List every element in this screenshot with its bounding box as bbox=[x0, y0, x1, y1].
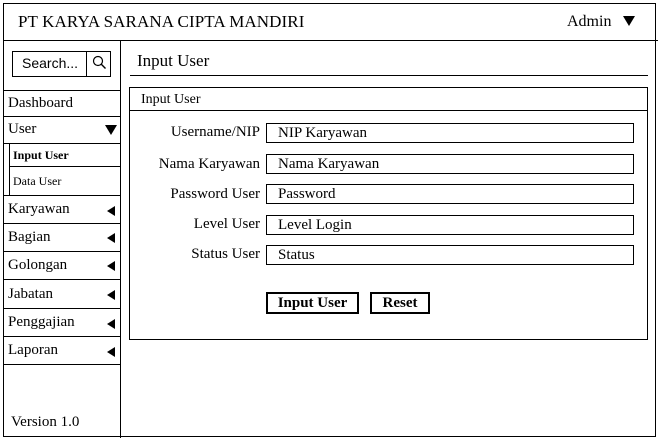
app-title: PT KARYA SARANA CIPTA MANDIRI bbox=[18, 12, 305, 31]
user-expand-icon[interactable] bbox=[105, 125, 117, 135]
menu-divider bbox=[3, 279, 120, 280]
sidebar-item-karyawan[interactable]: Karyawan bbox=[8, 201, 70, 217]
input-user-button[interactable]: Input User bbox=[266, 292, 359, 314]
password-field[interactable]: Password bbox=[266, 184, 634, 204]
sidebar-item-golongan[interactable]: Golongan bbox=[8, 257, 68, 273]
user-menu-label[interactable]: Admin bbox=[567, 13, 612, 30]
sidebar-subitem-data-user[interactable]: Data User bbox=[13, 174, 62, 188]
menu-divider bbox=[3, 90, 120, 91]
status-user-field[interactable]: Status bbox=[266, 245, 634, 265]
header-divider bbox=[3, 40, 658, 41]
page-title: Input User bbox=[137, 51, 210, 70]
chevron-left-icon[interactable] bbox=[107, 347, 115, 357]
status-user-label: Status User bbox=[191, 246, 260, 262]
menu-divider bbox=[3, 251, 120, 252]
search-divider bbox=[86, 51, 87, 77]
menu-divider bbox=[3, 195, 120, 196]
menu-divider bbox=[3, 143, 120, 144]
panel-title: Input User bbox=[141, 92, 201, 107]
menu-divider bbox=[3, 223, 120, 224]
menu-divider bbox=[3, 308, 120, 309]
password-label: Password User bbox=[170, 186, 260, 202]
page-title-divider bbox=[130, 75, 648, 76]
panel-header-divider bbox=[129, 110, 648, 111]
sidebar-subitem-input-user[interactable]: Input User bbox=[13, 148, 69, 162]
sidebar-item-penggajian[interactable]: Penggajian bbox=[8, 314, 75, 330]
chevron-left-icon[interactable] bbox=[107, 319, 115, 329]
sidebar-item-bagian[interactable]: Bagian bbox=[8, 229, 51, 245]
menu-divider bbox=[3, 336, 120, 337]
submenu-indent-line bbox=[9, 143, 10, 196]
chevron-left-icon[interactable] bbox=[107, 290, 115, 300]
menu-divider bbox=[3, 116, 120, 117]
chevron-left-icon[interactable] bbox=[107, 261, 115, 271]
sidebar-divider bbox=[120, 40, 121, 438]
sidebar-item-jabatan[interactable]: Jabatan bbox=[8, 286, 53, 302]
submenu-divider bbox=[10, 166, 120, 167]
menu-divider bbox=[3, 364, 120, 365]
level-user-field[interactable]: Level Login bbox=[266, 215, 634, 235]
search-input[interactable]: Search... bbox=[22, 55, 79, 71]
username-label: Username/NIP bbox=[170, 124, 260, 140]
sidebar-item-user[interactable]: User bbox=[8, 121, 37, 137]
sidebar-item-dashboard[interactable]: Dashboard bbox=[8, 95, 73, 111]
nama-karyawan-label: Nama Karyawan bbox=[158, 156, 260, 172]
search-icon[interactable] bbox=[92, 55, 107, 70]
nama-karyawan-field[interactable]: Nama Karyawan bbox=[266, 154, 634, 174]
chevron-left-icon[interactable] bbox=[107, 233, 115, 243]
reset-button[interactable]: Reset bbox=[370, 292, 430, 314]
user-menu-dropdown-icon[interactable] bbox=[623, 16, 635, 26]
chevron-left-icon[interactable] bbox=[107, 206, 115, 216]
username-field[interactable]: NIP Karyawan bbox=[266, 123, 634, 143]
version-label: Version 1.0 bbox=[11, 414, 80, 430]
level-user-label: Level User bbox=[193, 216, 260, 232]
sidebar-item-laporan[interactable]: Laporan bbox=[8, 342, 58, 358]
